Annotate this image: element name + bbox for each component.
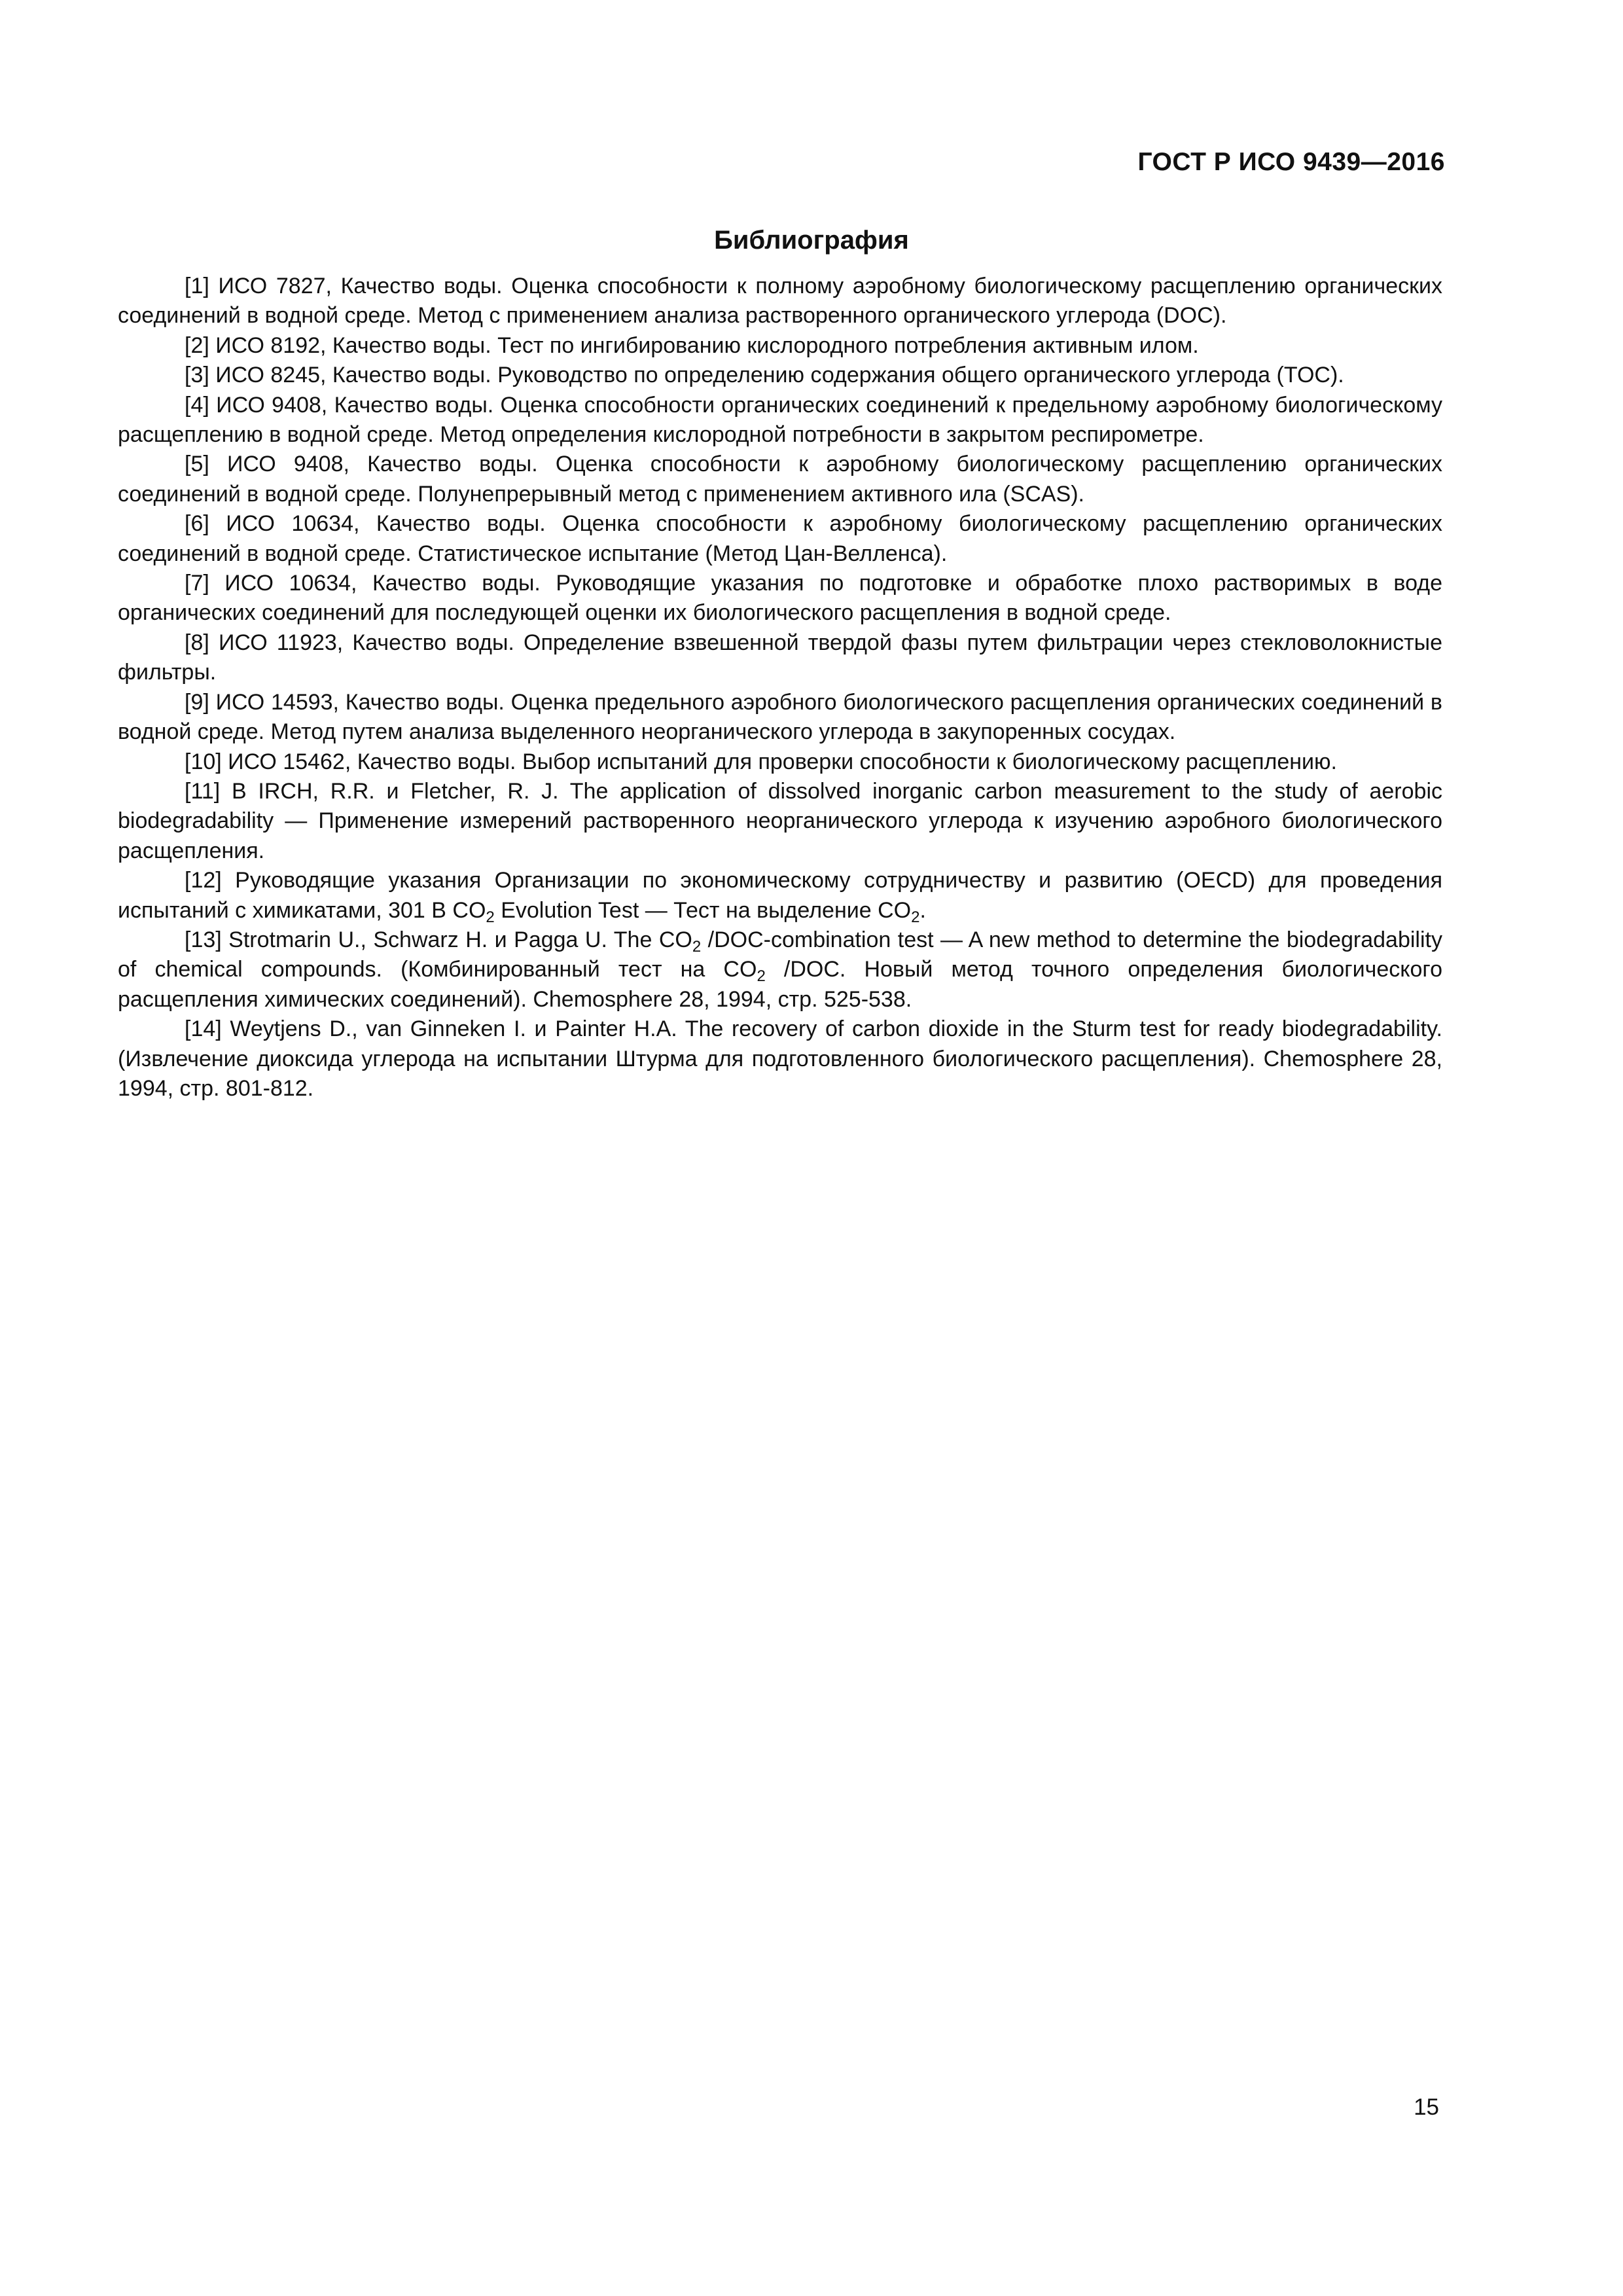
bibliography-entry-3: [3] ИСО 8245, Качество воды. Руководство по определению содержания общего органического углерода (TOC). (185, 363, 1344, 388)
bibliography-entry-8: [8] ИСО 11923, Качество воды. Определение взвешенной твердой фазы путем фильтрации через стекловолокнистые фильтры. (118, 630, 1442, 685)
entry-12-text-part-2: Evolution Test — Тест на выделение CO (494, 897, 912, 923)
page-number: 15 (1414, 2094, 1439, 2120)
bibliography-entry-9: [9] ИСО 14593, Качество воды. Оценка предельного аэробного биологического расщепления органических соединений в водной среде. Метод путем анализа выделенного неорганического углерода в закупоренных сосудах. (118, 689, 1442, 745)
bibliography-entry-1: [1] ИСО 7827, Качество воды. Оценка способности к полному аэробному биологическому расщеплению органических соединений в водной среде. Метод с применением анализа растворенного органического углерода (DOC). (118, 274, 1442, 329)
bibliography-entry-4: [4] ИСО 9408, Качество воды. Оценка способности органических соединений к предельному аэробному биологическому расщеплению в водной среде. Метод определения кислородной потребности в закрытом респирометре. (118, 392, 1442, 448)
document-code-header: ГОСТ Р ИСО 9439—2016 (1137, 148, 1445, 176)
entry-13-text-part-2: /DOC-combination test — A new method to determine the biodegradability of chemical compounds. (Комбинированный тест на CO (118, 927, 1442, 982)
bibliography-entry-2: [2] ИСО 8192, Качество воды. Тест по ингибированию кислородного потребления активным илом. (185, 332, 1199, 358)
bibliography-entry-14: [14] Weytjens D., van Ginneken I. и Painter H.A. The recovery of carbon dioxide in the Sturm test for ready biodegradability. (Извлечение диоксида углерода на испытании Штурма для подготовленного биологического расщепления). Chemosphere 28, 1994, стр. 801-812. (118, 1016, 1442, 1101)
bibliography-entry-11: [11] B IRCH, R.R. и Fletcher, R. J. The application of dissolved inorganic carbon measurement to the study of aerobic biodegradability — Применение измерений растворенного неорганического углерода к изучению аэробного биологического расщепления. (118, 778, 1442, 863)
bibliography-title: Библиография (714, 226, 909, 255)
entry-13-subscript-2: 2 (757, 967, 766, 986)
bibliography-entry-10: [10] ИСО 15462, Качество воды. Выбор испытаний для проверки способности к биологическому расщеплению. (185, 749, 1337, 774)
entry-13-text-part-3: /DOC. Новый метод точного определения биологического расщепления химических соединений). Chemosphere 28, 1994, стр. 525-538. (118, 957, 1442, 1012)
bibliography-entry-13 (118, 925, 1442, 1014)
entry-13-text-part-1: [13] Strotmarin U., Schwarz H. и Pagga U. The CO (185, 927, 692, 952)
bibliography-entry-12 (118, 866, 1442, 925)
entry-12-subscript-1: 2 (486, 908, 495, 926)
entry-12-subscript-2: 2 (911, 908, 920, 926)
bibliography-entry-6: [6] ИСО 10634, Качество воды. Оценка способности к аэробному биологическому расщеплению органических соединений в водной среде. Статистическое испытание (Метод Цан-Велленса). (118, 511, 1442, 566)
bibliography-entry-7: [7] ИСО 10634, Качество воды. Руководящие указания по подготовке и обработке плохо растворимых в воде органических соединений для последующей оценки их биологического расщепления в водной среде. (118, 571, 1442, 626)
bibliography-entry-5: [5] ИСО 9408, Качество воды. Оценка способности к аэробному биологическому расщеплению органических соединений в водной среде. Полунепрерывный метод с применением активного ила (SCAS). (118, 452, 1442, 507)
entry-12-text-part-1: [12] Руководящие указания Организации по экономическому сотрудничеству и развитию (OECD) для проведения испытаний с химикатами, 301 B CO (118, 868, 1442, 923)
entry-13-subscript-1: 2 (692, 937, 702, 956)
bibliography-list (118, 272, 1442, 1103)
entry-12-text-part-3: . (919, 897, 926, 923)
